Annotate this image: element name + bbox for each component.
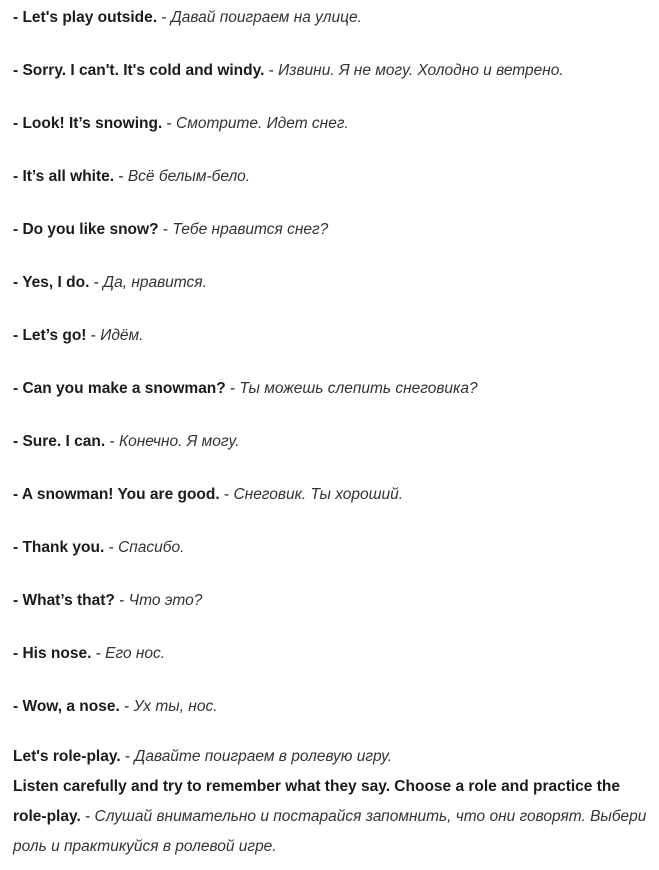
dialogue-line: [13, 265, 659, 318]
separator: -: [89, 274, 104, 291]
instructions-paragraph: [13, 742, 653, 862]
english-phrase: - Sure. I can.: [13, 433, 106, 450]
separator: -: [104, 539, 119, 556]
dialogue-line: [13, 212, 659, 265]
dialogue-line: [13, 159, 659, 212]
russian-translation: Спасибо.: [118, 539, 185, 556]
dialogue-line: [13, 689, 659, 742]
russian-translation: Смотрите. Идет снег.: [176, 115, 349, 132]
separator: -: [120, 748, 135, 765]
roleplay-instruction: Let's role-play.: [13, 748, 121, 765]
english-phrase: - Look! It’s snowing.: [13, 115, 163, 132]
separator: -: [162, 115, 177, 132]
separator: -: [264, 62, 279, 79]
english-phrase: - Wow, a nose.: [13, 698, 120, 715]
english-phrase: - It’s all white.: [13, 168, 115, 185]
dialogue-line: [13, 583, 659, 636]
dialogue-line: [13, 477, 659, 530]
russian-translation: Ты можешь слепить снеговика?: [239, 380, 478, 397]
english-phrase: - Yes, I do.: [13, 274, 90, 291]
english-phrase: - His nose.: [13, 645, 92, 662]
dialogue-line: [13, 318, 659, 371]
separator: -: [86, 327, 101, 344]
dialogue-list: [13, 0, 659, 742]
separator: -: [158, 221, 173, 238]
russian-translation: Ух ты, нос.: [133, 698, 218, 715]
listen-translation: Слушай внимательно и постарайся запомнить, что они говорят. Выбери роль и практикуйся в ролевой игре.: [13, 808, 647, 855]
separator: -: [91, 645, 106, 662]
dialogue-line: [13, 530, 659, 583]
english-phrase: - Do you like snow?: [13, 221, 159, 238]
separator: -: [119, 698, 134, 715]
russian-translation: Всё белым-бело.: [127, 168, 251, 185]
dialogue-line: [13, 636, 659, 689]
russian-translation: Снеговик. Ты хороший.: [233, 486, 404, 503]
dialogue-line: [13, 424, 659, 477]
separator: -: [219, 486, 234, 503]
english-phrase: - Can you make a snowman?: [13, 380, 226, 397]
english-phrase: - What’s that?: [13, 592, 115, 609]
separator: -: [80, 808, 95, 825]
russian-translation: Извини. Я не могу. Холодно и ветрено.: [278, 62, 564, 79]
russian-translation: Давай поиграем на улице.: [170, 9, 362, 26]
russian-translation: Его нос.: [105, 645, 166, 662]
english-phrase: - A snowman! You are good.: [13, 486, 220, 503]
separator: -: [157, 9, 171, 26]
english-phrase: - Let’s go!: [13, 327, 87, 344]
dialogue-line: [13, 0, 659, 53]
roleplay-translation: Давайте поиграем в ролевую игру.: [134, 748, 393, 765]
russian-translation: Конечно. Я могу.: [118, 433, 240, 450]
dialogue-line: [13, 371, 659, 424]
dialogue-line: [13, 106, 659, 159]
russian-translation: Что это?: [128, 592, 203, 609]
english-phrase: - Let's play outside.: [13, 9, 158, 26]
dialogue-line: [13, 53, 659, 106]
russian-translation: Да, нравится.: [103, 274, 207, 291]
russian-translation: Тебе нравится снег?: [172, 221, 329, 238]
listen-instruction: Listen carefully and try to remember what they say. Choose a role and practice the role-play.: [13, 778, 620, 825]
separator: -: [114, 592, 129, 609]
separator: -: [114, 168, 128, 185]
russian-translation: Идём.: [100, 327, 144, 344]
separator: -: [225, 380, 240, 397]
separator: -: [105, 433, 119, 450]
english-phrase: - Sorry. I can't. It's cold and windy.: [13, 62, 265, 79]
english-phrase: - Thank you.: [13, 539, 105, 556]
